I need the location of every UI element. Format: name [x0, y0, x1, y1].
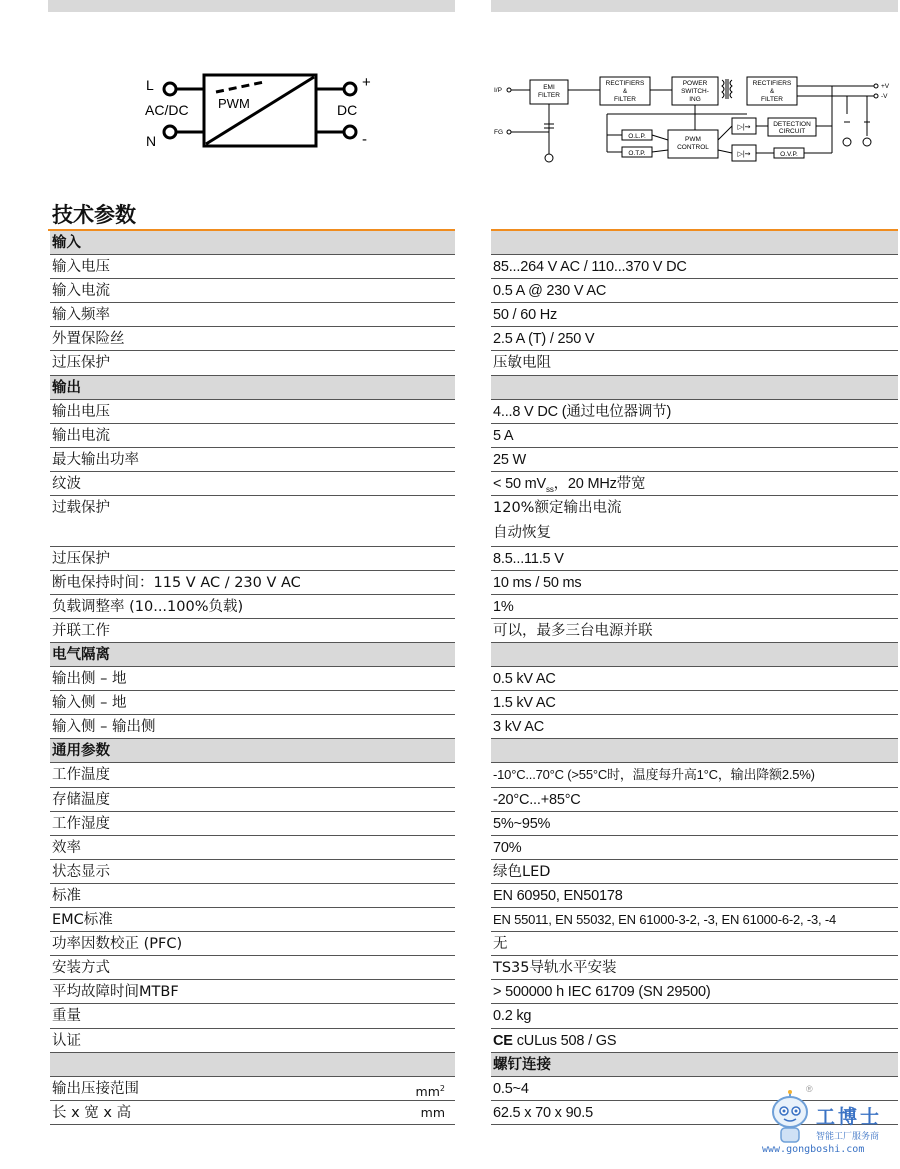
- label-load-regulation: 负载调整率 (10...100%负载): [50, 595, 455, 619]
- bd-pwm-1: PWM: [685, 136, 701, 143]
- value-input-ovp: 压敏电阻: [491, 351, 898, 375]
- label-output-ovp: 过压保护: [50, 547, 455, 571]
- watermark-subtitle: 智能工厂服务商: [816, 1132, 880, 1142]
- bd-fg-label: FG: [494, 129, 504, 136]
- label-input-ovp: 过压保护: [50, 351, 455, 375]
- label-storage-temp: 存储温度: [50, 788, 455, 812]
- section-connection-left: [50, 1053, 455, 1077]
- bd-det-1: DETECTION: [773, 121, 811, 128]
- top-bar-right: [491, 0, 898, 12]
- value-max-power: 25 W: [491, 448, 898, 472]
- watermark: [762, 1086, 898, 1158]
- value-pfc: 无: [491, 932, 898, 956]
- value-mounting: TS35导轨水平安装: [491, 956, 898, 980]
- bd-psw-3: ING: [689, 96, 701, 103]
- value-iso-in-out: 3 kV AC: [491, 715, 898, 739]
- value-weight: 0.2 kg: [491, 1004, 898, 1028]
- unit-dimensions: mm: [420, 1104, 445, 1120]
- section-connection: 螺钉连接: [491, 1053, 898, 1077]
- label-output-current: 输出电流: [50, 424, 455, 448]
- unit-wire-range: $mm^2$: [415, 1083, 445, 1099]
- page-title: 技术参数: [52, 203, 136, 227]
- symbol-n-label: N: [146, 133, 157, 149]
- bd-pwm-2: CONTROL: [677, 144, 709, 151]
- value-emc: EN 55011, EN 55032, EN 61000-3-2, -3, EN 61000-6-2, -3, -4: [491, 908, 898, 932]
- value-input-frequency: 50 / 60 Hz: [491, 303, 898, 327]
- value-output-voltage: 4...8 V DC (通过电位器调节): [491, 400, 898, 424]
- section-isolation: 电气隔离: [50, 643, 455, 667]
- label-max-power: 最大输出功率: [50, 448, 455, 472]
- label-input-current: 输入电流: [50, 279, 455, 303]
- watermark-url: www.gongboshi.com: [762, 1144, 865, 1155]
- bd-rect2-1: RECTIFIERS: [752, 80, 792, 87]
- bd-ip-label: I/P: [494, 87, 502, 94]
- label-efficiency: 效率: [50, 836, 455, 860]
- bd-emi-2: FILTER: [538, 92, 560, 99]
- bd-rect2-2: &: [769, 88, 775, 95]
- value-mtbf: > 500000 h IEC 61709 (SN 29500): [491, 980, 898, 1004]
- bd-rect-1: RECTIFIERS: [605, 80, 645, 87]
- value-parallel: 可以，最多三台电源并联: [491, 619, 898, 643]
- bd-psw-1: POWER: [682, 80, 708, 87]
- value-status: 绿色LED: [491, 860, 898, 884]
- label-standards: 标准: [50, 884, 455, 908]
- spec-labels-column: [50, 231, 455, 1125]
- symbol-dc-label: DC: [337, 102, 358, 118]
- bd-otp: O.T.P.: [628, 150, 646, 157]
- watermark-name: 工博士: [816, 1106, 883, 1128]
- spec-values-column: [491, 231, 898, 1125]
- label-mtbf: 平均故障时间MTBF: [50, 980, 455, 1004]
- label-wire-range: 输出压接范围 $mm^2$: [50, 1077, 455, 1101]
- label-parallel: 并联工作: [50, 619, 455, 643]
- value-efficiency: 70%: [491, 836, 898, 860]
- value-wire-range: 0.5~4: [491, 1077, 898, 1101]
- value-standards: EN 60950, EN50178: [491, 884, 898, 908]
- bd-vminus: -V: [881, 93, 888, 100]
- value-iso-in-gnd: 1.5 kV AC: [491, 691, 898, 715]
- label-overload: 过载保护: [50, 496, 455, 547]
- label-input-voltage: 输入电压: [50, 255, 455, 279]
- label-iso-in-out: 输入侧 – 输出侧: [50, 715, 455, 739]
- value-input-current: 0.5 A @ 230 V AC: [491, 279, 898, 303]
- block-diagram: [492, 74, 900, 168]
- value-holdup: 10 ms / 50 ms: [491, 571, 898, 595]
- symbol-plus-label: +: [362, 74, 371, 91]
- label-pfc: 功率因数校正 (PFC): [50, 932, 455, 956]
- section-isolation-right: [491, 643, 898, 667]
- value-op-temp: -10°C...70°C (>55°C时，温度每升高1°C，输出降额2.5%): [491, 763, 898, 787]
- value-storage-temp: -20°C...+85°C: [491, 788, 898, 812]
- section-output: 输出: [50, 376, 455, 400]
- label-iso-out-gnd: 输出侧 – 地: [50, 667, 455, 691]
- label-ripple: 纹波: [50, 472, 455, 496]
- bd-opto1: ▷|⇝: [737, 124, 751, 131]
- bd-olp: O.L.P.: [628, 133, 646, 140]
- label-emc: EMC标准: [50, 908, 455, 932]
- bd-opto2: ▷|⇝: [737, 151, 751, 158]
- label-status: 状态显示: [50, 860, 455, 884]
- bd-vplus: +V: [881, 83, 890, 90]
- section-general: 通用参数: [50, 739, 455, 763]
- label-output-voltage: 输出电压: [50, 400, 455, 424]
- bd-rect2-3: FILTER: [761, 96, 783, 103]
- label-input-frequency: 输入频率: [50, 303, 455, 327]
- label-certification: 认证: [50, 1029, 455, 1053]
- label-op-temp: 工作温度: [50, 763, 455, 787]
- label-weight: 重量: [50, 1004, 455, 1028]
- section-input-right: [491, 231, 898, 255]
- value-overload: 120%额定输出电流 自动恢复: [491, 496, 898, 547]
- ce-mark-icon: CE: [493, 1032, 513, 1049]
- label-holdup: 断电保持时间：115 V AC / 230 V AC: [50, 571, 455, 595]
- value-ripple: < 50 $mV_{ss}$，20 MHz带宽: [491, 472, 898, 496]
- top-bar-left: [48, 0, 455, 12]
- robot-logo-icon: [768, 1090, 812, 1146]
- bd-det-2: CIRCUIT: [778, 128, 806, 135]
- watermark-registered: ®: [806, 1084, 813, 1094]
- section-output-right: [491, 376, 898, 400]
- value-output-ovp: 8.5...11.5 V: [491, 547, 898, 571]
- symbol-pwm-label: PWM: [218, 96, 250, 111]
- section-input: 输入: [50, 231, 455, 255]
- symbol-l-label: L: [146, 77, 154, 93]
- bd-emi-1: EMI: [543, 84, 555, 91]
- bd-rect-2: &: [622, 88, 628, 95]
- value-input-voltage: 85...264 V AC / 110...370 V DC: [491, 255, 898, 279]
- section-general-right: [491, 739, 898, 763]
- value-iso-out-gnd: 0.5 kV AC: [491, 667, 898, 691]
- label-fuse: 外置保险丝: [50, 327, 455, 351]
- bd-ovp: O.V.P.: [780, 151, 798, 158]
- value-certification: CE cULus 508 / GS: [491, 1029, 898, 1053]
- symbol-acdc-label: AC/DC: [145, 102, 189, 118]
- label-dimensions: 长 x 宽 x 高 mm: [50, 1101, 455, 1125]
- label-iso-in-gnd: 输入侧 – 地: [50, 691, 455, 715]
- symbol-minus-label: -: [362, 131, 367, 148]
- value-humidity: 5%~95%: [491, 812, 898, 836]
- bd-rect-3: FILTER: [614, 96, 636, 103]
- value-output-current: 5 A: [491, 424, 898, 448]
- value-fuse: 2.5 A (T) / 250 V: [491, 327, 898, 351]
- label-mounting: 安装方式: [50, 956, 455, 980]
- label-humidity: 工作湿度: [50, 812, 455, 836]
- bd-psw-2: SWITCH-: [681, 88, 709, 95]
- value-load-regulation: 1%: [491, 595, 898, 619]
- power-supply-symbol: [140, 70, 390, 155]
- value-dimensions: 62.5 x 70 x 90.5: [491, 1101, 898, 1125]
